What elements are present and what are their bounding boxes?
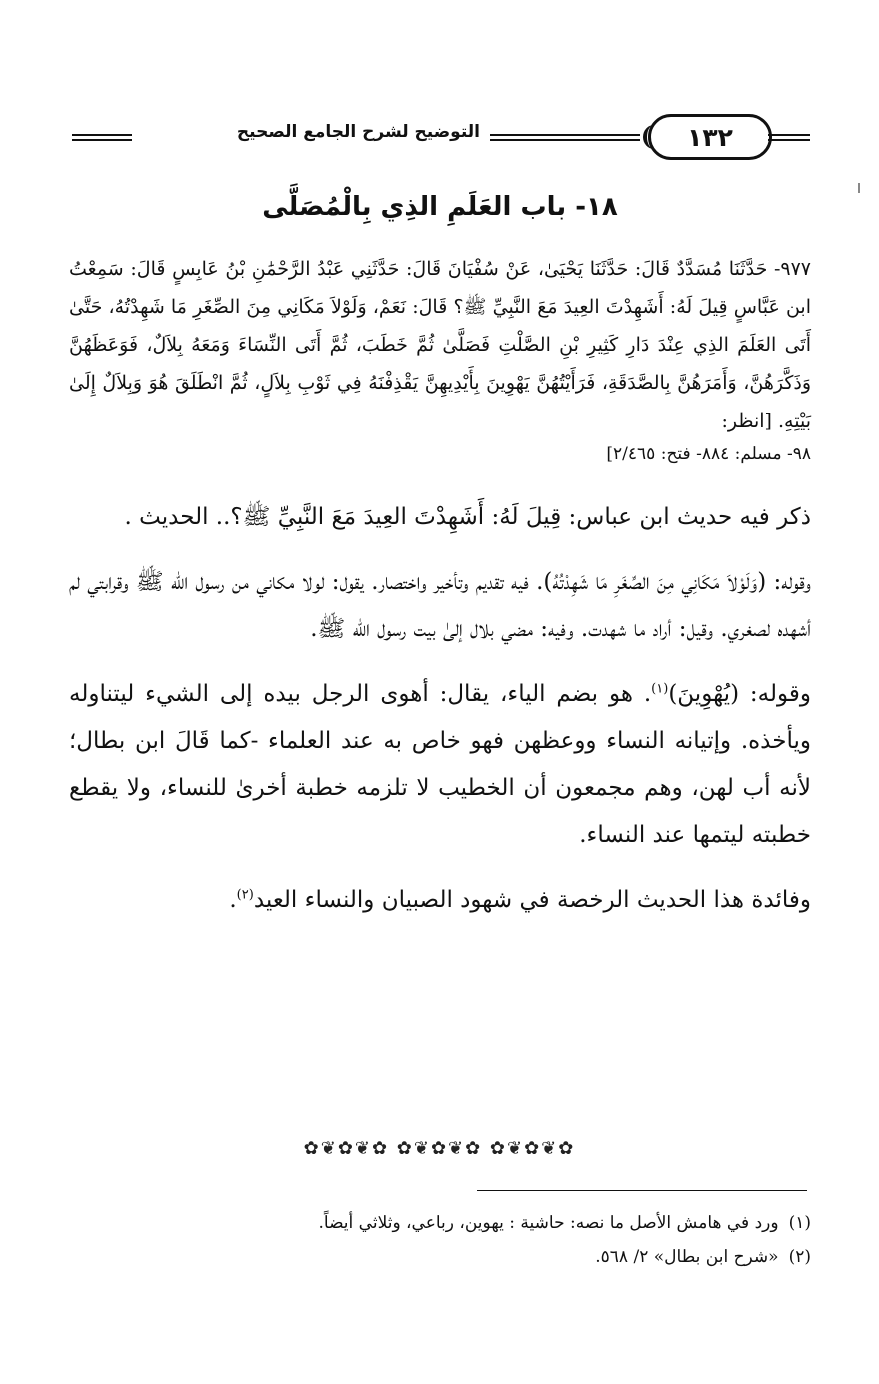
commentary-paragraph-4 bbox=[69, 877, 811, 924]
page-number: ١٣٢ bbox=[687, 122, 733, 152]
margin-mark bbox=[858, 183, 860, 193]
hadith-reference: ٩٨- مسلم: ٨٨٤- فتح: ٢/٤٦٥] bbox=[606, 444, 811, 464]
footnote-separator bbox=[477, 1190, 807, 1191]
commentary-p3-start: وقوله: (يُهْوِينَ) bbox=[668, 681, 811, 707]
footnote-2-number: (٢) bbox=[788, 1247, 811, 1267]
commentary-paragraph-1: ذكر فيه حديث ابن عباس: قِيلَ لَهُ: أَشَهِدْتَ العِيدَ مَعَ النَّبِيِّ ﷺ؟.. الحديث . bbox=[124, 504, 811, 530]
chapter-title: ١٨- باب العَلَمِ الذِي بِالْمُصَلَّى bbox=[262, 192, 618, 222]
commentary-p3-rest: . هو بضم الياء، يقال: أهوى الرجل بيده إلى الشيء ليتناوله ويأخذه. وإتيانه النساء ووعظهن فهو خاص به عند العلماء -كما قَالَ ابن بطال؛ لأنه أب لهن، وهم مجمعون أن الخطيب لا تلزمه خطبة أخرىٰ للنساء، ولا يقطع خطبته ليتمها عند النساء. bbox=[69, 681, 811, 848]
main-content bbox=[69, 182, 811, 942]
ornament-divider: ✿❦✿❦✿ ✿❦✿❦✿ ✿❦✿❦✿ bbox=[303, 1138, 576, 1159]
page-number-badge bbox=[648, 114, 772, 160]
commentary-paragraph-2: وقوله: (وَلَوْلاَ مَكَانِي مِنَ الصِّغَرِ مَا شَهِدْتُهُ). فيه تقديم وتأخير واختصار. يقول: لولا مكاني من رسول الله ﷺ وقرابتي لم أشهده لصغري. وقيل: أراد ما شهدت. وفيه: مضي بلال إلىٰ بيت رسول الله ﷺ. bbox=[69, 569, 811, 642]
footnote-1-number: (١) bbox=[788, 1213, 811, 1233]
hadith-text: ٩٧٧- حَدَّثَنَا مُسَدَّدٌ قَالَ: حَدَّثَنَا يَحْيَىٰ، عَنْ سُفْيَانَ قَالَ: حَدَّثَنِي عَبْدُ الرَّحْمَٰنِ بْنُ عَابِسٍ قَالَ: سَمِعْتُ ابن عَبَّاسٍ قِيلَ لَهُ: أَشَهِدْتَ العِيدَ مَعَ النَّبِيِّ ﷺ؟ قَالَ: نَعَمْ، وَلَوْلاَ مَكَانِي مِنَ الصِّغَرِ مَا شَهِدْتُهُ، حَتَّىٰ أَتَى العَلَمَ الذِي عِنْدَ دَارِ كَثِيرِ بْنِ الصَّلْتِ فَصَلَّىٰ ثُمَّ خَطَبَ، ثُمَّ أَتَى النِّسَاءَ وَمَعَهُ بِلاَلٌ، فَوَعَظَهُنَّ وَذَكَّرَهُنَّ، وَأَمَرَهُنَّ بِالصَّدَقَةِ، فَرَأَيْتُهُنَّ يَهْوِينَ بِأَيْدِيهِنَّ يَقْذِفْنَهُ فِي ثَوْبِ بِلاَلٍ، ثُمَّ انْطَلَقَ هُوَ وَبِلاَلٌ إِلَىٰ بَيْتِهِ. [انظر: bbox=[69, 258, 811, 432]
footnote-marker-1[interactable]: (١) bbox=[651, 681, 669, 697]
commentary-p4-start: وفائدة هذا الحديث الرخصة في شهود الصبيان والنساء العيد bbox=[253, 887, 811, 913]
footnote-2-text: «شرح ابن بطال» ٢/ ٥٦٨. bbox=[595, 1247, 779, 1267]
running-title: التوضيح لشرح الجامع الصحيح bbox=[236, 122, 480, 142]
footnote-1 bbox=[69, 1206, 811, 1240]
footnote-marker-2[interactable]: (٢) bbox=[236, 887, 254, 903]
footnote-2 bbox=[69, 1240, 811, 1274]
header-rule-right bbox=[768, 134, 810, 141]
commentary-paragraph-3 bbox=[69, 671, 811, 859]
commentary-p4-end: . bbox=[229, 887, 237, 913]
running-header bbox=[72, 112, 810, 162]
header-rule-middle bbox=[490, 134, 640, 141]
header-rule-left bbox=[72, 134, 132, 141]
footnotes bbox=[69, 1206, 811, 1274]
footnote-1-text: ورد في هامش الأصل ما نصه: حاشية : يهوين، رباعي، وثلاثي أيضاً. bbox=[318, 1213, 779, 1233]
